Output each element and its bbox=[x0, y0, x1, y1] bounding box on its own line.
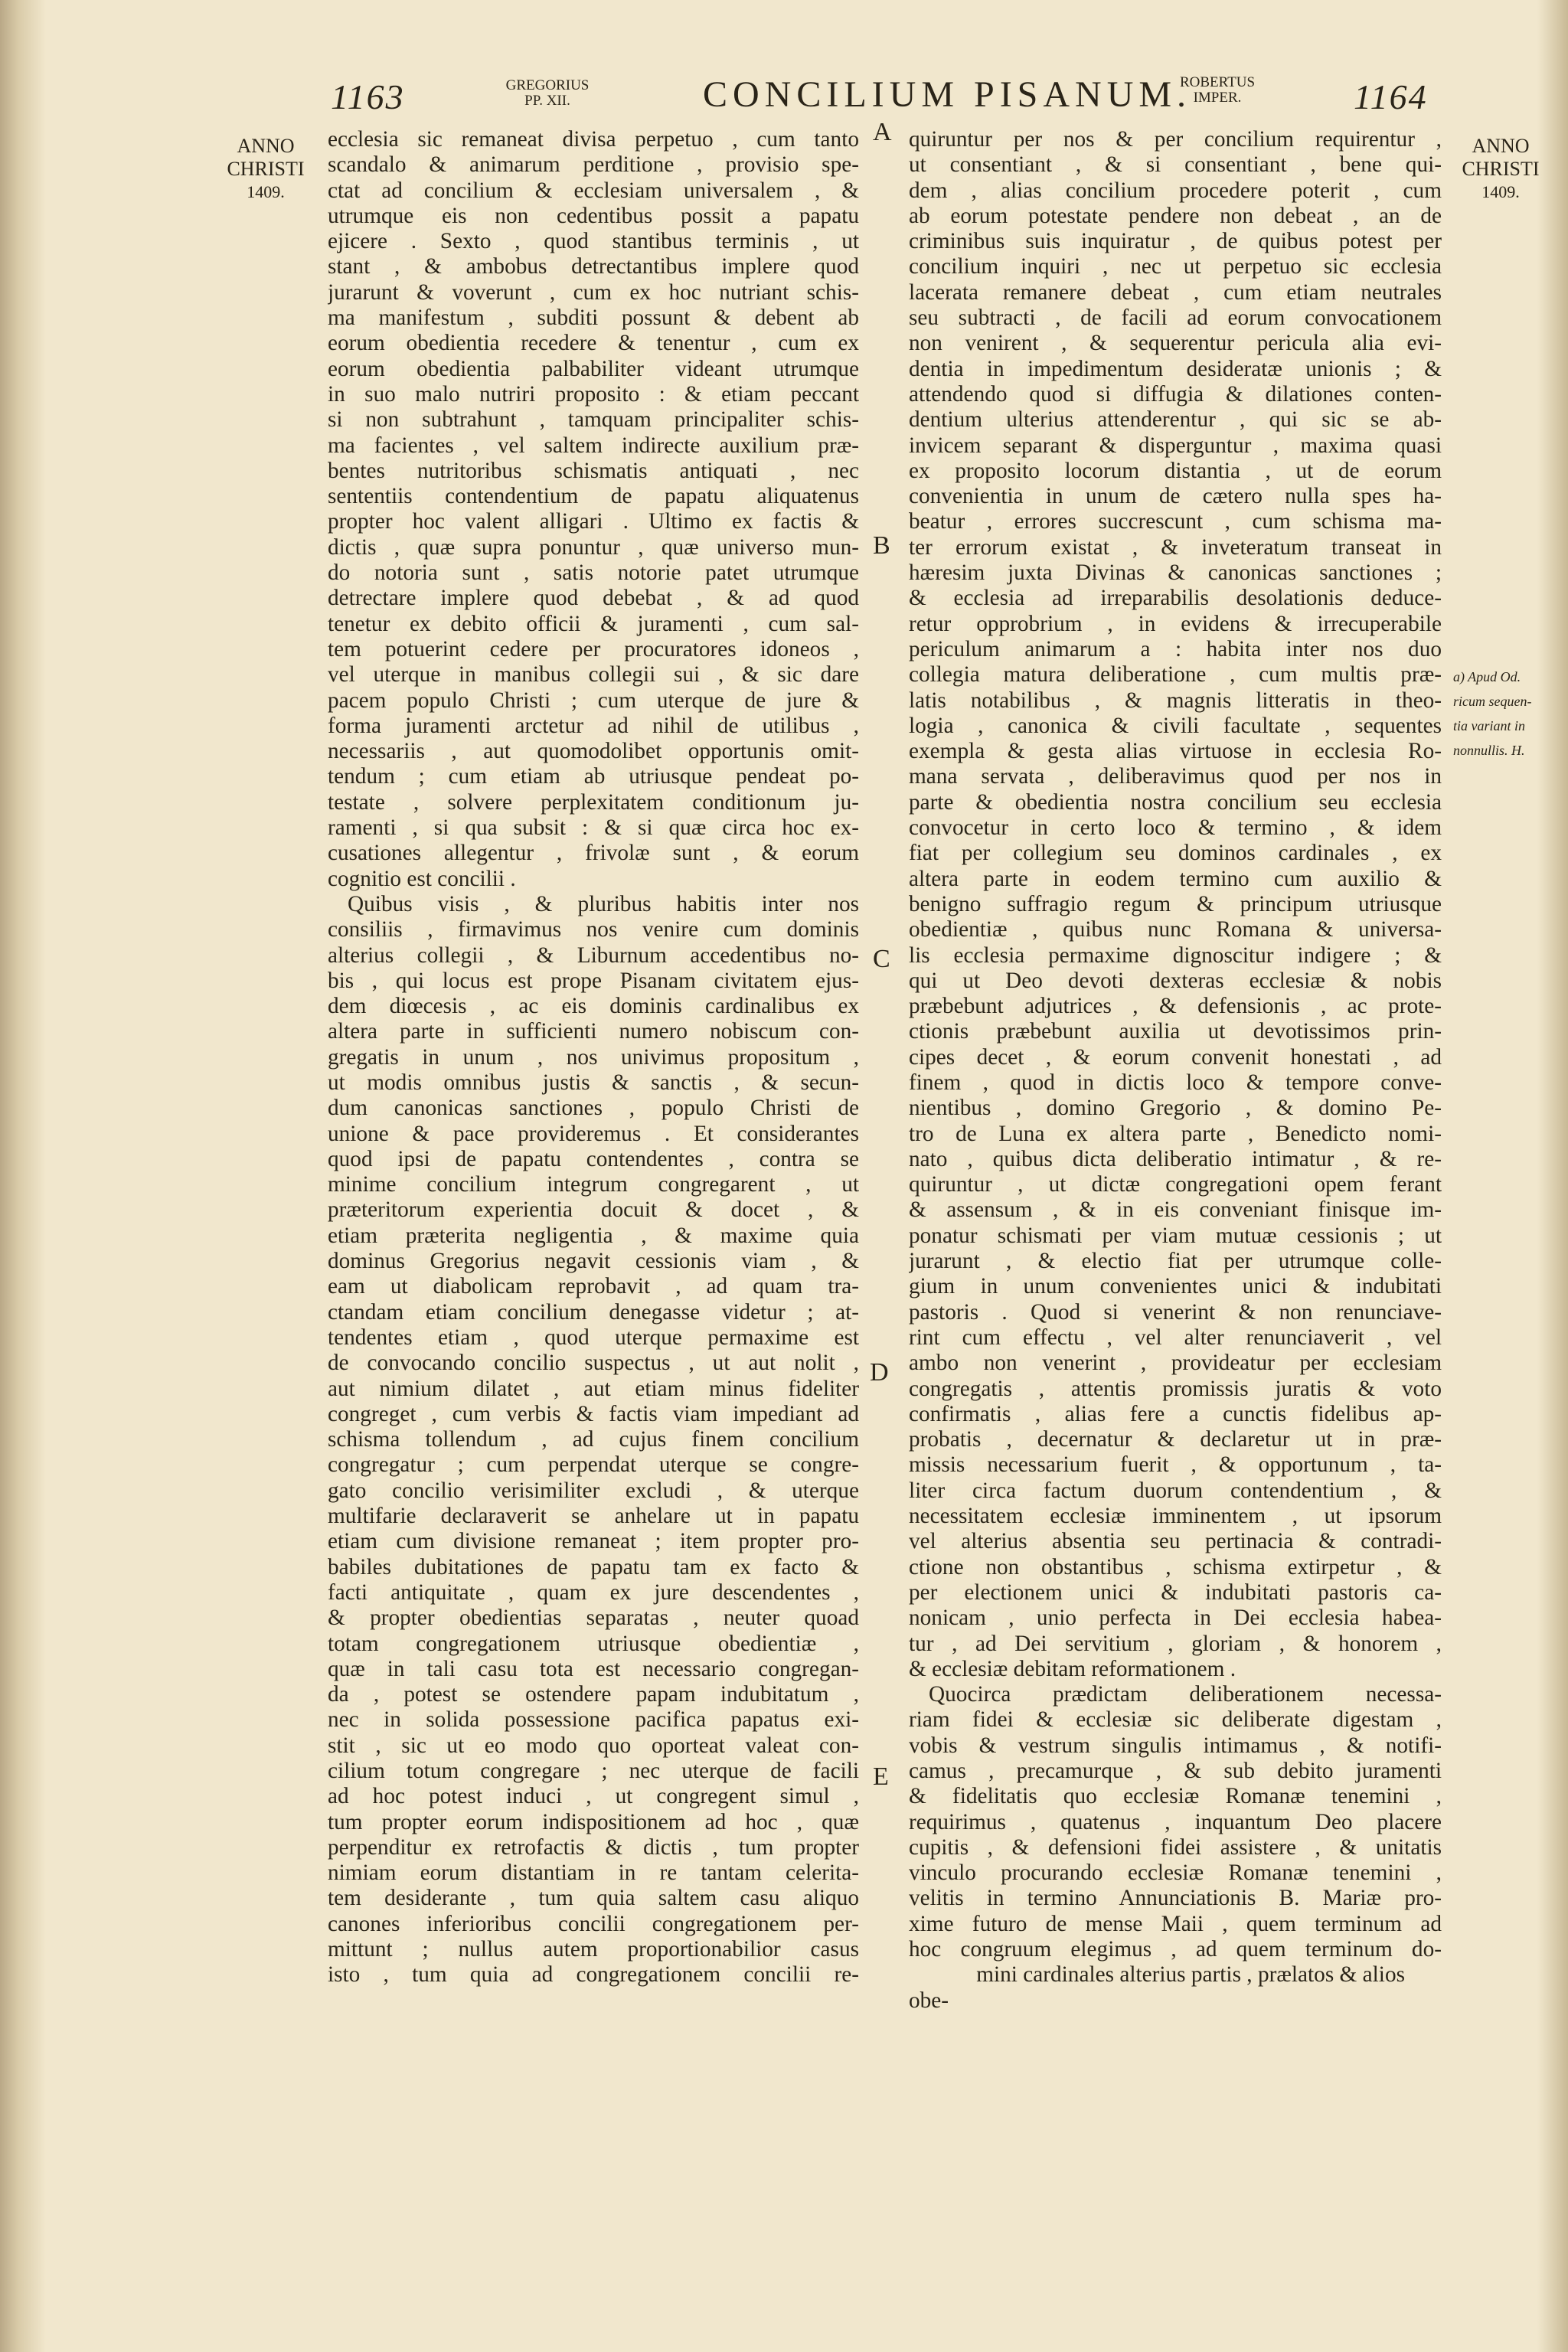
text-line: si non subtrahunt , tamquam principaliter schis- bbox=[328, 407, 859, 433]
note-line: a) Apud Od. bbox=[1453, 669, 1521, 684]
text-line: dentium ulterius attenderentur , qui sic se ab- bbox=[909, 407, 1442, 433]
text-line: nonicam , unio perfecta in Dei ecclesia habea- bbox=[909, 1606, 1442, 1631]
text-line: in suo malo nutriri proposito : & etiam peccant bbox=[328, 381, 859, 407]
text-line: hæresim juxta Divinas & canonicas sanctiones ; bbox=[909, 560, 1442, 586]
margin-anno: ANNO bbox=[1472, 135, 1530, 157]
left-running-head bbox=[498, 78, 597, 109]
text-line: quiruntur per nos & per concilium requirentur , bbox=[909, 127, 1442, 152]
text-line: tem desiderante , tum quia saltem casu aliquo bbox=[328, 1886, 859, 1911]
text-line: ex proposito locorum distantia , ut de eorum bbox=[909, 458, 1442, 483]
text-line: obedientiæ , quibus nunc Romana & universa- bbox=[909, 917, 1442, 942]
page-binding-shadow bbox=[0, 0, 46, 2352]
text-line: & fidelitatis quo ecclesiæ Romanæ tenemini , bbox=[909, 1784, 1442, 1809]
text-line: tur , ad Dei servitium , gloriam , & honorem , bbox=[909, 1631, 1442, 1656]
text-line: tenetur ex debito officii & juramenti , cum sal- bbox=[328, 611, 859, 636]
text-line: sententiis contendentium de papatu aliquatenus bbox=[328, 484, 859, 509]
text-line: retur opprobrium , in evidens & irrecuperabile bbox=[909, 611, 1442, 636]
text-line: ecclesia sic remaneat divisa perpetuo , cum tanto bbox=[328, 127, 859, 152]
text-line: stit , sic ut eo modo quo oporteat valeat con- bbox=[328, 1733, 859, 1758]
text-line: & ecclesiæ debitam reformationem . bbox=[909, 1656, 1236, 1681]
text-line: confirmatis , alias fere a cunctis fidelibus ap- bbox=[909, 1401, 1442, 1426]
text-line: bentes nutritoribus schismatis antiquati , nec bbox=[328, 458, 859, 483]
text-line: mittunt ; nullus autem proportionabilior casus bbox=[328, 1937, 859, 1962]
text-line: requirimus , quatenus , inquantum Deo placere bbox=[909, 1809, 1442, 1834]
text-line: cusationes allegentur , frivolæ sunt , & eorum bbox=[328, 841, 859, 866]
section-letter-e: E bbox=[873, 1762, 889, 1791]
text-line: ad hoc potest induci , ut congregent simul , bbox=[328, 1784, 859, 1809]
text-line: & ecclesia ad irreparabilis desolationis deduce- bbox=[909, 586, 1442, 611]
right-page-number: 1164 bbox=[1354, 77, 1428, 116]
text-line: Quibus visis , & pluribus habitis inter nos bbox=[348, 891, 859, 916]
text-line: bis , qui locus est prope Pisanam civitatem ejus- bbox=[328, 968, 859, 993]
text-line: Quocirca prædictam deliberationem necessa- bbox=[929, 1682, 1442, 1707]
text-line: eorum obedientia recedere & tenentur , cum ex bbox=[328, 331, 859, 356]
text-line: pacem populo Christi ; cum uterque de jure & bbox=[328, 688, 859, 713]
text-line: aut nimium dilatet , aut etiam minus fideliter bbox=[328, 1376, 859, 1401]
page-title: CONCILIUM PISANUM. bbox=[703, 74, 1192, 115]
text-line: eorum obedientia palbabiliter videant utrumque bbox=[328, 356, 859, 381]
text-line: missis necessarium fuerit , & opportunum , ta- bbox=[909, 1452, 1442, 1478]
text-line: vobis & vestrum singulis intimamus , & notifi- bbox=[909, 1733, 1442, 1758]
text-line: ctionis præbebunt auxilia ut devotissimos prin- bbox=[909, 1019, 1442, 1044]
text-line: convenientia in unum de cætero nulla spes ha- bbox=[909, 484, 1442, 509]
text-line: nientibus , domino Gregorio , & domino Pe- bbox=[909, 1096, 1442, 1121]
text-line: babiles dubitationes de papatu tam ex facto & bbox=[328, 1554, 859, 1579]
text-line: per electionem unici & indubitati pastoris ca- bbox=[909, 1579, 1442, 1605]
text-line: logia , canonica & civili facultate , sequentes bbox=[909, 713, 1442, 738]
text-line: beatur , errores succrescunt , cum schisma ma- bbox=[909, 509, 1442, 534]
text-line: quod ipsi de papatu contendentes , contra se bbox=[328, 1146, 859, 1171]
text-line: fiat per collegium seu dominos cardinales , ex bbox=[909, 841, 1442, 866]
text-line: ejicere . Sexto , quod stantibus terminis , ut bbox=[328, 229, 859, 254]
text-line: ab eorum potestate pendere non debeat , an de bbox=[909, 203, 1442, 228]
text-line: ramenti , si qua subsit : & si quæ circa hoc ex- bbox=[328, 815, 859, 841]
text-line: probatis , decernatur & declaretur ut in præ- bbox=[909, 1427, 1442, 1452]
text-line: jurarunt & voverunt , cum ex hoc nutriant schis- bbox=[328, 279, 859, 305]
text-line: congreget , cum verbis & factis viam impediant ad bbox=[328, 1401, 859, 1426]
text-line: cilium totum congregare ; nec uterque de facili bbox=[328, 1759, 859, 1783]
text-line: dum canonicas sanctiones , populo Christi de bbox=[328, 1096, 859, 1121]
text-line: dominus Gregorius negavit cessionis viam , & bbox=[328, 1249, 859, 1274]
text-line: mana servata , deliberavimus quod per nos in bbox=[909, 764, 1442, 789]
margin-christi: CHRISTI bbox=[1462, 158, 1540, 180]
text-line: obe- bbox=[909, 1988, 949, 2013]
section-letter-a: A bbox=[873, 118, 892, 146]
text-line: ctione non obstantibus , schisma extirpetur , & bbox=[909, 1554, 1442, 1579]
text-line: exempla & gesta alias virtuose in ecclesia Ro- bbox=[909, 739, 1442, 764]
text-line: lis ecclesia permaxime dignoscitur indigere ; & bbox=[909, 942, 1442, 968]
text-line: nec in solida possessione pacifica papatus exi- bbox=[328, 1707, 859, 1733]
margin-christi: CHRISTI bbox=[227, 158, 305, 180]
text-line: canones inferioribus concilii congregationem per- bbox=[328, 1911, 859, 1936]
text-line: forma juramenti arctetur ad nihil de utilibus , bbox=[328, 713, 859, 738]
text-line: scandalo & animarum perditione , provisio spe- bbox=[328, 152, 859, 178]
margin-year: 1409. bbox=[247, 182, 285, 201]
text-line: dentia in impedimentum desideratæ unionis ; & bbox=[909, 356, 1442, 381]
text-line: totam congregationem utriusque obedientiæ , bbox=[328, 1631, 859, 1656]
section-letter-c: C bbox=[873, 945, 890, 973]
text-line: gregatis in unum , nos univimus propositum , bbox=[328, 1044, 859, 1070]
text-line: benigno suffragio regum & principum utriusque bbox=[909, 891, 1442, 916]
text-line: cipes decet , & eorum convenit honestati , ad bbox=[909, 1044, 1442, 1070]
text-line: vel alterius absentia seu pertinacia & contradi- bbox=[909, 1529, 1442, 1554]
text-line: criminibus suis inquiratur , de quibus potest per bbox=[909, 229, 1442, 254]
text-line: necessariis , aut quomodolibet opportunis omit- bbox=[328, 739, 859, 764]
text-line: seu subtracti , de facili ad eorum convocationem bbox=[909, 305, 1442, 331]
text-line: præbebunt adjutrices , & defensionis , ac prote- bbox=[909, 994, 1442, 1019]
text-line: etiam præterita negligentia , & maxime quia bbox=[328, 1223, 859, 1248]
text-line: schisma tollendum , ad cujus finem concilium bbox=[328, 1427, 859, 1452]
text-line: velitis in termino Annunciationis B. Mariæ pro- bbox=[909, 1886, 1442, 1911]
text-line: nimiam eorum distantiam in re tantam celerita- bbox=[328, 1860, 859, 1886]
page-edge-shadow bbox=[1537, 0, 1568, 2352]
text-line: lacerata remanere debeat , cum etiam neutrales bbox=[909, 279, 1442, 305]
text-line: cognitio est concilii . bbox=[328, 866, 516, 891]
text-line: dem diœcesis , ac eis dominis cardinalibus ex bbox=[328, 994, 859, 1019]
text-line: cupitis , & defensioni fidei assistere , & unitatis bbox=[909, 1834, 1442, 1860]
text-line: finem , quod in dictis loco & tempore conve- bbox=[909, 1070, 1442, 1095]
right-text-column bbox=[909, 127, 1442, 2014]
text-line: ambo non venerint , provideatur per ecclesiam bbox=[909, 1351, 1442, 1376]
left-margin-year bbox=[216, 135, 315, 204]
left-text-column bbox=[328, 127, 859, 1988]
note-line: nonnullis. H. bbox=[1453, 743, 1525, 758]
text-line: gato concilio verisimiliter excludi , & uterque bbox=[328, 1478, 859, 1503]
text-line: liter circa factum duorum contendentium , & bbox=[909, 1478, 1442, 1503]
text-line: vel uterque in manibus collegii sui , & sic dare bbox=[328, 662, 859, 688]
text-line: qui ut Deo devoti dexteras ecclesiæ & nobis bbox=[909, 968, 1442, 993]
right-emperor-title: IMPER. bbox=[1193, 90, 1242, 106]
text-line: facti antiquitate , quam ex jure descendentes , bbox=[328, 1579, 859, 1605]
text-line: concilium inquiri , nec ut perpetuo sic ecclesia bbox=[909, 254, 1442, 279]
margin-anno: ANNO bbox=[237, 135, 295, 157]
text-line: tro de Luna ex altera parte , Benedicto nomi- bbox=[909, 1121, 1442, 1146]
left-pope-title: PP. XII. bbox=[524, 93, 570, 109]
text-line: ctandam etiam concilium denegasse videtur ; at- bbox=[328, 1299, 859, 1325]
right-emperor-name: ROBERTUS bbox=[1179, 74, 1256, 90]
text-line: periculum animarum a : habita inter nos duo bbox=[909, 636, 1442, 662]
text-line: ponatur schismati per viam mutuæ cessionis ; ut bbox=[909, 1223, 1442, 1248]
side-footnote bbox=[1453, 665, 1553, 763]
text-line: alterius collegii , & Liburnum accedentibus no- bbox=[328, 942, 859, 968]
left-page-number: 1163 bbox=[331, 77, 405, 116]
text-line: tendum ; cum etiam ab utriusque pendeat po- bbox=[328, 764, 859, 789]
right-margin-year bbox=[1455, 135, 1547, 204]
text-line: pastoris . Quod si venerint & non renunciave- bbox=[909, 1299, 1442, 1325]
text-line: altera parte in eodem termino cum auxilio & bbox=[909, 866, 1442, 891]
text-line: riam fidei & ecclesiæ sic deliberate digestam , bbox=[909, 1707, 1442, 1733]
section-letter-b: B bbox=[873, 531, 890, 560]
text-line: ter errorum existat , & inveteratum transeat in bbox=[909, 534, 1442, 560]
margin-year: 1409. bbox=[1481, 182, 1520, 201]
text-line: congregatis , attentis promissis juratis & voto bbox=[909, 1376, 1442, 1401]
text-line: & propter obedientias separatas , neuter quoad bbox=[328, 1606, 859, 1631]
text-line: gium in unum convenientes unici & indubitati bbox=[909, 1274, 1442, 1299]
text-line: non venirent , & sequerentur pericula alia evi- bbox=[909, 331, 1442, 356]
text-line: multifarie declaraverit se anhelare ut in papatu bbox=[328, 1504, 859, 1529]
text-line: collegia matura deliberatione , cum multis præ- bbox=[909, 662, 1442, 688]
text-line: nato , quibus dicta deliberatio intimatur , & re- bbox=[909, 1146, 1442, 1171]
text-line: eam ut diabolicam reprobavit , ad quam tra- bbox=[328, 1274, 859, 1299]
text-line: perpenditur ex retrofactis & dictis , tum propter bbox=[328, 1834, 859, 1860]
text-line: parte & obedientia nostra concilium seu ecclesia bbox=[909, 789, 1442, 815]
text-line: invicem separant & disperguntur , maxima quasi bbox=[909, 433, 1442, 458]
text-line: dem , alias concilium procedere poterit , cum bbox=[909, 178, 1442, 203]
text-line: etiam cum divisione remaneat ; item propter pro- bbox=[328, 1529, 859, 1554]
text-line: isto , tum quia ad congregationem concilii re- bbox=[328, 1962, 859, 1988]
text-line: tendentes etiam , quod uterque permaxime est bbox=[328, 1325, 859, 1350]
section-letter-d: D bbox=[870, 1358, 889, 1387]
text-line: necessitatem ecclesiæ imminentem , ut ipsorum bbox=[909, 1504, 1442, 1529]
text-line: quiruntur , ut dictæ congregationi opem ferant bbox=[909, 1172, 1442, 1197]
text-line: de convocando concilio suspectus , ut aut nolit , bbox=[328, 1351, 859, 1376]
note-line: tia variant in bbox=[1453, 718, 1525, 733]
text-line: dictis , quæ supra ponuntur , quæ universo mun- bbox=[328, 534, 859, 560]
text-line: ctat ad concilium & ecclesiam universalem , & bbox=[328, 178, 859, 203]
text-line: detrectare implere quod debebat , & ad quod bbox=[328, 586, 859, 611]
text-line: testate , solvere perplexitatem conditionum ju- bbox=[328, 789, 859, 815]
text-line: altera parte in sufficienti numero nobiscum con- bbox=[328, 1019, 859, 1044]
text-line: da , potest se ostendere papam indubitatum , bbox=[328, 1682, 859, 1707]
text-line: convocetur in certo loco & termino , & idem bbox=[909, 815, 1442, 841]
text-line: attendendo quod si diffugia & dilationes conten- bbox=[909, 381, 1442, 407]
text-line: minime concilium integrum congregarent , ut bbox=[328, 1172, 859, 1197]
text-line: camus , precamurque , & sub debito juramenti bbox=[909, 1759, 1442, 1783]
left-pope-name: GREGORIUS bbox=[505, 77, 590, 93]
text-line: stant , & ambobus detrectantibus implere quod bbox=[328, 254, 859, 279]
page-header bbox=[0, 74, 1568, 119]
text-line: & assensum , & in eis conveniant finisque im- bbox=[909, 1197, 1442, 1223]
text-line: ma manifestum , subditi possunt & debent ab bbox=[328, 305, 859, 331]
text-line: latis notabilibus , & magnis litteratis in theo- bbox=[909, 688, 1442, 713]
text-line: ut consentiant , & si consentiant , bene qui- bbox=[909, 152, 1442, 178]
note-line: ricum sequen- bbox=[1453, 694, 1532, 709]
text-line: mini cardinales alterius partis , prælatos & alios bbox=[976, 1962, 1405, 1988]
right-running-head bbox=[1171, 75, 1263, 106]
text-line: rint cum effectu , vel alter renunciaverit , vel bbox=[909, 1325, 1442, 1350]
text-line: vinculo procurando ecclesiæ Romanæ tenemini , bbox=[909, 1860, 1442, 1886]
text-line: ut modis omnibus justis & sanctis , & secun- bbox=[328, 1070, 859, 1095]
text-line: ma facientes , vel saltem indirecte auxilium præ- bbox=[328, 433, 859, 458]
text-line: jurarunt , & electio fiat per utrumque colle- bbox=[909, 1249, 1442, 1274]
text-line: tem potuerint cedere per procuratores idoneos , bbox=[328, 636, 859, 662]
text-line: præteritorum experientia docuit & docet , & bbox=[328, 1197, 859, 1223]
text-line: propter hoc valent alligari . Ultimo ex factis & bbox=[328, 509, 859, 534]
text-line: consiliis , firmavimus nos venire cum dominis bbox=[328, 917, 859, 942]
text-line: congregatur ; cum perpendat uterque se congre- bbox=[328, 1452, 859, 1478]
text-line: quæ in tali casu tota est necessario congregan- bbox=[328, 1656, 859, 1681]
text-line: do notoria sunt , satis notorie patet utrumque bbox=[328, 560, 859, 586]
text-line: utrumque eis non cedentibus possit a papatu bbox=[328, 203, 859, 228]
text-line: xime futuro de mense Maii , quem terminum ad bbox=[909, 1911, 1442, 1936]
text-line: hoc congruum elegimus , ad quem terminum do- bbox=[909, 1937, 1442, 1962]
text-line: tum propter eorum indispositionem ad hoc , quæ bbox=[328, 1809, 859, 1834]
text-line: unione & pace provideremus . Et considerantes bbox=[328, 1121, 859, 1146]
